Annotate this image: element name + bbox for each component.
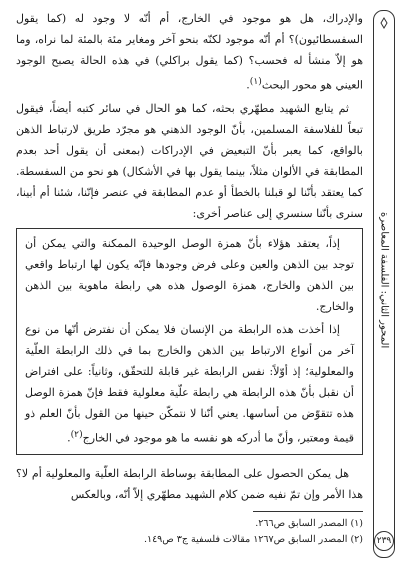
top-ornament-icon <box>378 17 390 29</box>
footnote-ref: (٢) <box>70 428 83 440</box>
paragraph: ثم يتابع الشهيد مطهّري بحثه، كما هو الحال في سائر كتبه أيضاً، فيقول تبعاً للفلاسفة المسلمين، بأنّ الوجود الذهني هو مجرّد طريق لارتباط الذهن بالواقع، كما يعبر بأنّ التبعيض في الإدراكات (بمعنى أن يقول أحد بعدم المطابقة في الألوان مثلاً، بينما يقول بها في الأشكال) هو نحو من السفسطة. كما يعتقد بأنّنا لو قبلنا بالخطأ أو عدم المطابقة في عنصر فإنّنا، شئنا أم أبينا، سنرى بأنّنا سنسري إلى عناصر أخرى: <box>16 101 363 220</box>
footnote-ref: (١) <box>249 76 262 87</box>
quoted-box <box>16 228 363 456</box>
paragraph: هل يمكن الحصول على المطابقة بوساطة الرابطة العلّية والمعلولية أم لا؟ هذا الأمر وإن تمّ نفيه ضمن كلام الشهيد مطهّري إلاّ أنّه، وبالعكس <box>16 467 363 502</box>
footnote-divider <box>253 511 363 512</box>
footnotes <box>16 516 363 548</box>
quoted-paragraph: إذاً، يعتقد هؤلاء بأنّ همزة الوصل الوحيدة الممكنة والتي يمكن أن توجد بين الذهن والعين وعلى فرض وجودها فإنّه يكون لها ارتباط واقعي بين الذهن والخارج، همزة الوصول هذه هي رابطة ماهوية بين الذهن والخارج. <box>25 236 354 313</box>
paragraph-text: والإدراك، هل هو موجود في الخارج، أم أنّه لا وجود له (كما يقول السفسطائيون)؟ أم أنّه موجود لكنّه بنحو آخر ومغاير مئة بالمئة لما نراه، وما هو إلاّ منشأ له فحسب؟ (كما يقول براكلي) في هذه الحالة يصبح الوجود العيني هو محور البحث <box>16 12 363 92</box>
page-number: ٢٣٩ <box>374 531 394 551</box>
main-text <box>16 8 363 548</box>
quoted-text: إذا أخذت هذه الرابطة من الإنسان فلا يمكن أن نفترض أنّها من نوع آخر من أنواع الارتباط بين الذهن والخارج بما في ذلك الرابطة العلّية والمعلولية؛ إذ أوّلاً: نفس الرابطة غير قابلة للتحقّق، وثانياً: على افتراض أن نقبل بأنّ هذه الرابطة هي رابطة علّية معلولية فقط فإنّ همزة الوصل هذه تتقوّض من أساسها. يعني أنّنا لا نتمكّن حينها من القول بأنّ العلم ذو قيمة ومعتبر، وأنّ ما أدركه هو نفسه ما هو موجود في الخارج <box>25 322 354 445</box>
footnote-2: (٢) المصدر السابق ص١٢٦٧ مقالات فلسفية ج٣ ص١٤٩. <box>143 534 363 546</box>
margin-frame <box>373 10 395 558</box>
quoted-paragraph: إذا أخذت هذه الرابطة من الإنسان فلا يمكن أن نفترض أنّها من نوع آخر من أنواع الارتباط بين الذهن والخارج بما في ذلك الرابطة العلّية والمعلولية؛ إذ أوّلاً: نفس الرابطة غير قابلة للتحقّق، وثانياً: على افتراض أن نقبل بأنّ هذه الرابطة هي رابطة علّية معلولية فقط فإنّ همزة الوصل هذه تتقوّض من أساسها. يعني أنّنا لا نتمكّن حينها من القول بأنّ العلم ذو قيمة ومعتبر، وأنّ ما أدركه هو نفسه ما هو موجود في الخارج$^{(٢)}$. <box>25 322 354 445</box>
footnote-1: (١) المصدر السابق ص٢٦٦. <box>255 518 363 530</box>
running-head: المحور الثاني: الفلسفة المعاصرة <box>378 211 390 349</box>
paragraph: والإدراك، هل هو موجود في الخارج، أم أنّه لا وجود له (كما يقول السفسطائيون)؟ أم أنّه موجود لكنّه بنحو آخر ومغاير مئة بالمئة لما نراه، وما هو إلاّ منشأ له فحسب؟ (كما يقول براكلي) في هذه الحالة يصبح الوجود العيني هو محور البحث$^{(١)}$. <box>16 12 363 92</box>
